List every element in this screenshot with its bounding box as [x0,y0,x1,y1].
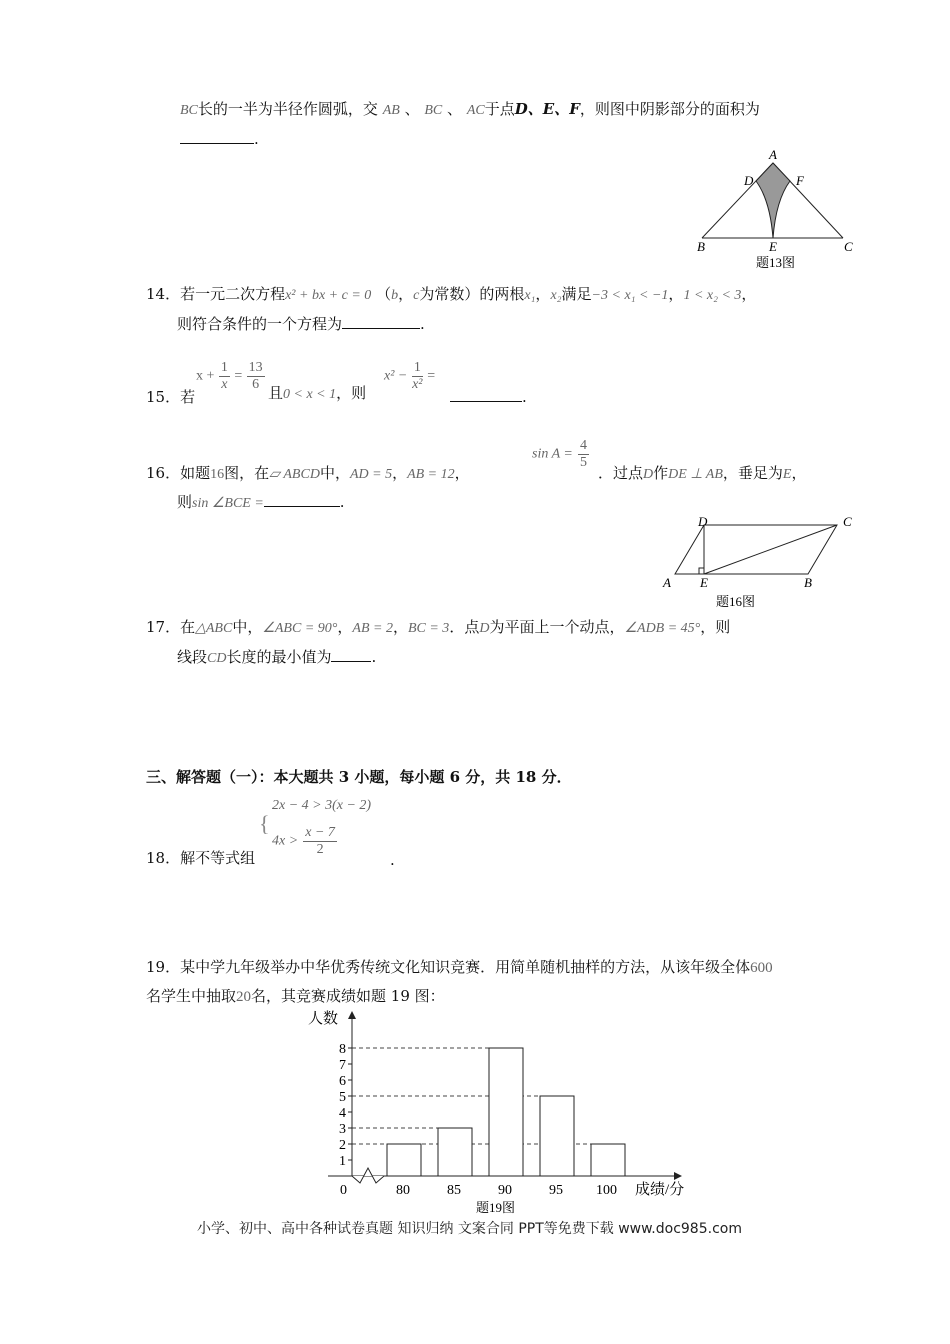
q18-end: . [390,851,395,869]
label-f: F [796,173,804,188]
label-c: C [844,239,853,254]
y-tick-label: 6 [339,1074,346,1089]
q18-ineq2: 4x > $\frac{x - 7}{2}$ [272,825,335,857]
x-axis-label: 成绩/分 [635,1182,685,1198]
q18-ineq1: 2x − 4 > 3(x − 2) [272,798,372,813]
q14-line2: 则符合条件的一个方程为 . [177,315,425,333]
q16-line1: 16．如题16图，在▱ ABCD中，AD = 5，AB = 12， [146,464,470,482]
answer-blank [450,387,522,402]
y-tick-label: 8 [339,1042,346,1057]
q16-line2: 则sin ∠BCE = . [177,493,345,511]
right-angle-mark [699,568,704,574]
answer-blank [264,492,340,507]
label-c: C [843,514,852,529]
x-tick-label: 80 [396,1183,410,1198]
y-tick-label: 5 [339,1090,346,1105]
q17-line2: 线段CD长度的最小值为 . [177,648,377,666]
label-d: D [698,514,708,529]
brace-icon: { [259,811,270,836]
origin-label: 0 [340,1183,347,1198]
q14-line1: 14．若一元二次方程x² + bx + c = 0 （b，c为常数）的两根x₁，x₂满足−3 < x₁ < −1，1 < x₂ < 3， [146,285,757,303]
x-ticks [396,1183,617,1198]
y-ticks [339,1042,352,1169]
caption-13: 题13图 [756,255,796,270]
bar-80 [387,1144,421,1176]
q15-mid: 且0 < x < 1，则 [268,384,367,402]
answer-blank [180,129,254,144]
page-footer: 小学、初中、高中各种试卷真题 知识归纳 文案合同 PPT等免费下载 www.doc985.com [197,1221,742,1237]
caption-16: 题16图 [716,594,756,609]
q13-line1: BC长的一半为半径作圆弧，交 AB 、 BC 、 AC于点D、E、F，则图中阴影部分的面积为 [180,100,760,118]
y-tick-label: 4 [339,1106,346,1121]
x-tick-label: 85 [447,1183,461,1198]
q19-line1: 19．某中学九年级举办中华优秀传统文化知识竞赛．用简单随机抽样的方法，从该年级全体600 [146,958,773,976]
shaded-region [756,163,790,238]
y-axis-label: 人数 [308,1011,339,1027]
q15-expr2: x² − $\frac{1}{\text{x²}}$ = [384,360,436,392]
section-heading: 三、解答题（一）：本大题共 3 小题，每小题 6 分，共 18 分． [146,768,572,786]
q13-line2: . [180,128,259,150]
label-d: D [744,173,754,188]
q16-line1b: ．过点D作DE ⊥ AB，垂足为E， [598,464,807,482]
bar-95 [540,1096,574,1176]
q15-blank: . [450,386,527,408]
histogram-chart [300,1003,700,1215]
y-tick-label: 3 [339,1122,346,1137]
bar-90 [489,1048,523,1176]
x-tick-label: 100 [596,1183,617,1198]
figure-13 [692,145,864,270]
label-a: A [769,147,777,162]
bar-85 [438,1128,472,1176]
q19-line2: 名学生中抽取20名，其竞赛成绩如题 19 图： [146,987,445,1005]
y-tick-label: 2 [339,1138,346,1153]
bar-100 [591,1144,625,1176]
label-e: E [700,575,708,590]
q17-line1: 17．在△ABC中，∠ABC = 90°，AB = 2，BC = 3．点D为平面上一个动点，∠ADB = 45°，则 [146,618,731,636]
label-e: E [769,239,777,254]
label-b: B [804,575,812,590]
label-a: A [663,575,671,590]
label-b: B [697,239,705,254]
y-tick-label: 7 [339,1058,346,1073]
x-tick-label: 90 [498,1183,512,1198]
q15-expr1: x + $\frac{1}{x}$ = $\frac{13}{6}$ [196,360,263,392]
figure-16 [660,512,860,612]
bars [387,1048,625,1176]
y-tick-label: 1 [339,1154,346,1169]
q15-line: 15．若 [146,388,196,406]
math-bc: BC [180,103,198,118]
q18-label: 18．解不等式组 [146,849,256,867]
x-tick-label: 95 [549,1183,563,1198]
answer-blank [331,647,371,662]
q16-sin: sin A = $\frac{4}{5}$ [532,438,587,470]
chart-caption: 题19图 [476,1200,516,1215]
answer-blank [342,314,420,329]
parallelogram [675,525,837,574]
